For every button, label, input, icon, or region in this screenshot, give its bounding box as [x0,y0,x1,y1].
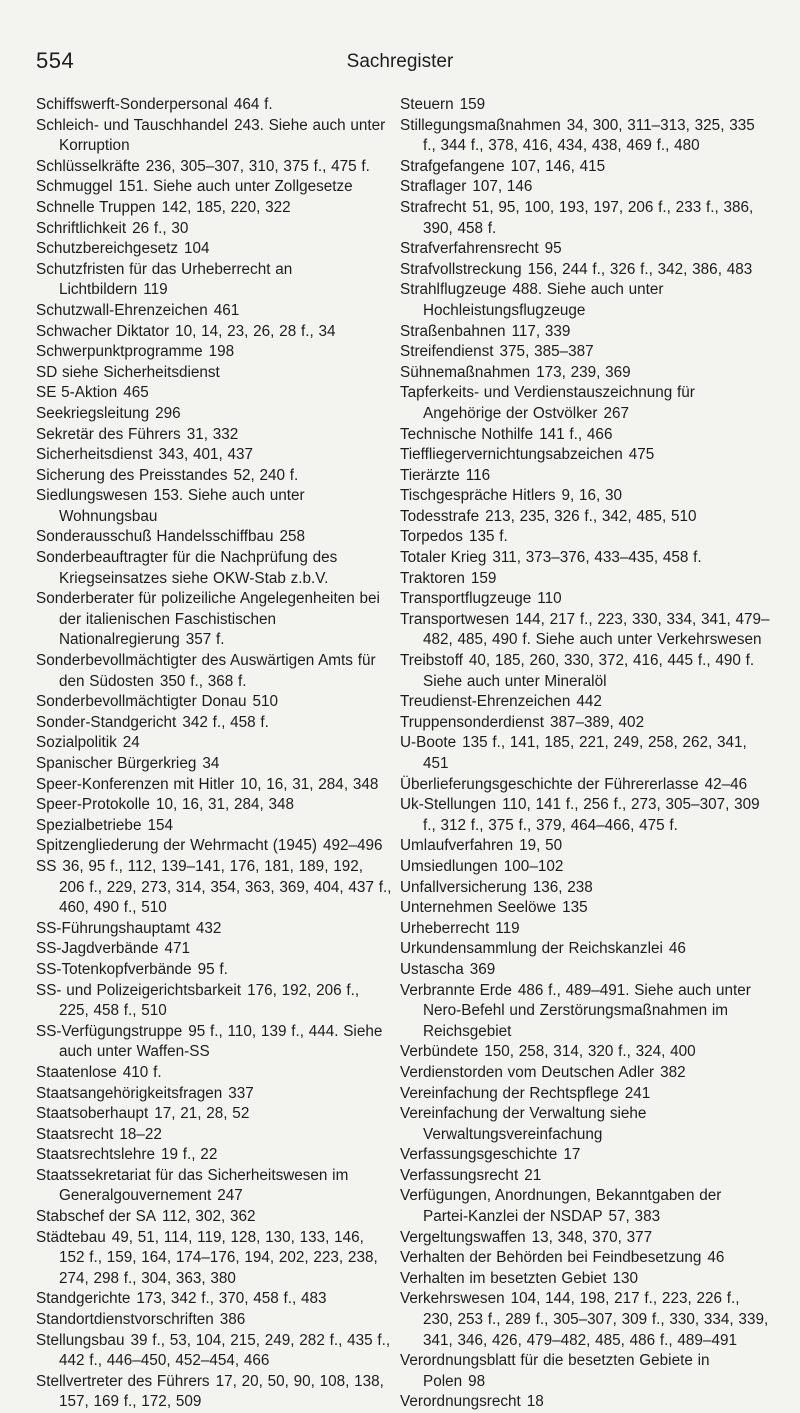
index-term: Siedlungswesen [36,487,148,505]
index-page-refs: 156, 244 f., 326 f., 342, 386, 483 [527,260,753,278]
index-term: Strafvollstreckung [400,260,522,278]
index-page-refs: 19 f., 22 [161,1146,218,1164]
index-entry [400,486,770,507]
index-term: Vereinfachung der Rechtspflege [400,1084,619,1102]
index-page-refs: 95 [544,240,562,258]
index-entry [400,1166,770,1187]
index-page-refs: 18–22 [119,1125,162,1143]
index-page-refs: 10, 16, 31, 284, 348 [240,775,379,793]
index-entry [36,1022,392,1063]
index-page-refs: 119 [495,919,520,937]
index-term: Staatssekretariat für das Sicherheitswesen im Generalgouvernement [36,1166,349,1205]
index-term: Überlieferungsgeschichte der Führererlasse [400,775,699,793]
index-page-refs: 135 f. [468,528,508,546]
index-page-refs: 9, 16, 30 [561,487,623,505]
index-page-refs: 104 [184,240,210,258]
index-page-refs: 10, 14, 23, 26, 28 f., 34 [175,322,336,340]
index-entry [36,589,392,651]
index-entry [400,548,770,569]
index-page-refs: 34 [202,755,220,772]
index-term: Transportflugzeuge [400,590,532,608]
index-term: Verhalten im besetzten Gebiet [400,1269,607,1287]
index-term: Staatsoberhaupt [36,1105,149,1123]
index-page-refs: 357 f. [185,631,225,649]
index-page-refs: 36, 95 f., 112, 139–141, 176, 181, 189, 192, 206 f., 229, 273, 314, 354, 363, 369, 404, 437 f., 460, 490 f., 510 [59,857,392,917]
index-term: Schlüsselkräfte [36,157,140,175]
index-page-refs: 142, 185, 220, 322 [161,198,291,216]
index-entry [36,816,392,837]
index-term: Schwerpunktprogramme [36,343,203,361]
index-term: Städtebau [36,1228,106,1246]
index-page-refs: 173, 342 f., 370, 458 f., 483 [136,1290,327,1308]
index-term: Traktoren [400,569,465,587]
index-entry [36,548,392,589]
index-entry [400,342,770,363]
index-entry [400,322,770,343]
index-entry [36,1207,392,1228]
index-entry [36,1228,392,1290]
index-page-refs: 432 [195,919,222,937]
index-page-refs: 510 [252,693,279,711]
index-term: Sonderbevollmächtigter des Auswärtigen Amts für den Südosten [36,652,376,690]
index-entry [400,260,770,281]
index-page-refs: 17 [563,1146,581,1164]
index-page-refs: 34, 300, 311–313, 325, 335 f., 344 f., 378, 416, 434, 438, 469 f., 480 [423,116,755,155]
index-entry [36,919,392,940]
index-page-refs: 42–46 [704,775,748,793]
index-page-refs: 486 f., 489–491. Siehe auch unter Nero-Befehl und Zerstörungsmaßnahmen im Reichsgebiet [423,981,751,1040]
index-page-refs: 461 [213,301,240,319]
index-page-refs: 342 f., 458 f. [182,713,269,731]
index-term: Spezialbetriebe [36,816,142,834]
index-entry [36,836,392,857]
index-entry [36,1063,392,1084]
index-entry [36,1372,392,1413]
index-term: Schnelle Truppen [36,198,156,216]
index-entry [400,363,770,384]
index-page-refs: 213, 235, 326 f., 342, 485, 510 [485,507,697,525]
index-term: Streifendienst [400,343,494,361]
index-page-refs: 19, 50 [519,837,563,855]
index-entry [400,981,770,1043]
index-entry [400,527,770,548]
index-term: Sühnemaßnahmen [400,363,531,381]
index-entry [400,507,770,528]
index-entry [36,713,392,734]
index-term: Sonder-Standgericht [36,713,177,731]
index-page-refs: 52, 240 f. [233,466,299,484]
index-entry [400,1392,770,1413]
index-term: SS-Totenkopfverbände [36,960,192,978]
index-page-refs: 337 [228,1084,254,1102]
index-page-refs: 198 [208,343,235,361]
index-page-refs: 95 f., 110, 139 f., 444. Siehe auch unter Waffen-SS [59,1022,383,1061]
index-term: Unternehmen Seelöwe [400,899,557,917]
index-entry [36,1331,392,1372]
index-term: Sicherung des Preisstandes [36,466,228,484]
index-page-refs: 464 f. [233,96,273,113]
index-term: Treudienst-Ehrenzeichen [400,693,571,711]
index-entry [36,754,392,775]
index-page-refs: 150, 258, 314, 320 f., 324, 400 [484,1043,696,1061]
index-page-refs: 24 [122,734,140,752]
index-term: SS-Verfügungstruppe [36,1022,183,1040]
index-term: Verkehrswesen [400,1290,505,1308]
index-entry [400,589,770,610]
index-term: Stellungsbau [36,1331,125,1349]
index-page-refs: 375, 385–387 [499,343,594,361]
index-page-refs: 117, 339 [511,322,571,340]
index-term: Transportwesen [400,610,510,628]
index-term: Tischgespräche Hitlers [400,487,556,505]
index-term: Truppensonderdienst [400,713,544,731]
index-page-refs: 112, 302, 362 [162,1208,256,1226]
index-entry [400,425,770,446]
index-entry [36,198,392,219]
index-page-refs: 154 [147,816,173,834]
index-entry [400,1351,770,1392]
index-page-refs: 488. Siehe auch unter Hochleistungsflugzeuge [423,281,664,319]
index-page-refs: 17, 20, 50, 90, 108, 138, 157, 169 f., 172, 509 [59,1372,384,1411]
index-term: Seekriegsleitung [36,404,150,422]
index-page-refs: 471 [164,940,190,958]
index-entry [36,342,392,363]
index-term: SE 5-Aktion [36,384,118,402]
index-term: Uk-Stellungen [400,796,497,814]
index-term: SS-Führungshauptamt [36,919,190,937]
index-term: Vereinfachung der Verwaltung siehe Verwaltungsvereinfachung [400,1105,647,1143]
index-page-refs: 410 f. [122,1063,162,1081]
index-entry [400,795,770,836]
index-term: Vergeltungswaffen [400,1228,526,1246]
index-entry [36,95,392,116]
index-page-refs: 110, 141 f., 256 f., 273, 305–307, 309 f., 312 f., 375 f., 379, 464–466, 475 f. [423,796,760,834]
index-column-right [400,95,770,1413]
index-term: Umlaufverfahren [400,837,514,855]
index-term: Sozialpolitik [36,734,117,752]
index-page-refs: 21 [524,1166,542,1184]
index-term: Strafgefangene [400,157,505,175]
index-term: Tierärzte [400,466,460,484]
index-page-refs: 135 [562,899,588,917]
index-page-refs: 492–496 [322,837,383,855]
index-entry [400,692,770,713]
index-page-refs: 387–389, 402 [550,713,645,731]
index-page-refs: 116 [465,466,491,484]
index-page-refs: 57, 383 [608,1208,661,1226]
index-entry [36,466,392,487]
index-page-refs: 107, 146, 415 [510,157,606,175]
index-entry [400,383,770,424]
index-entry [400,1063,770,1084]
index-entry [36,445,392,466]
index-term: Standgerichte [36,1290,131,1308]
index-page-refs: 141 f., 466 [539,425,613,443]
index-page-refs: 107, 146 [472,178,533,196]
index-entry [400,878,770,899]
index-entry [36,322,392,343]
index-entry [400,610,770,651]
index-term: Totaler Krieg [400,549,487,567]
index-entry [36,1310,392,1331]
index-page-refs: 26 f., 30 [132,219,189,237]
index-entry [36,116,392,157]
index-page-refs: 49, 51, 114, 119, 128, 130, 133, 146, 152 f., 159, 164, 174–176, 194, 202, 223, 238, 274, 298 f., 304, 363, 380 [59,1228,378,1287]
index-entry [36,301,392,322]
index-term: SD siehe Sicherheitsdienst [36,363,220,381]
index-entry [36,775,392,796]
index-page-refs: 100–102 [503,857,564,875]
index-entry [400,177,770,198]
index-entry [400,445,770,466]
index-page-refs: 465 [123,384,149,402]
index-page-refs: 173, 239, 369 [536,363,631,381]
index-term: Sonderbevollmächtigter Donau [36,693,247,711]
index-term: Sonderausschuß Handelsschiffbau [36,528,274,546]
index-entry [400,157,770,178]
index-page-refs: 258 [279,528,305,546]
index-entry [400,651,770,692]
index-term: Urheberrecht [400,919,490,937]
index-term: Staatsrecht [36,1125,114,1143]
index-term: Umsiedlungen [400,857,498,875]
index-term: Verfügungen, Anordnungen, Bekanntgaben der Partei-Kanzlei der NSDAP [400,1187,722,1226]
index-term: Verordnungsrecht [400,1393,521,1411]
index-page-refs: 51, 95, 100, 193, 197, 206 f., 233 f., 386, 390, 458 f. [423,198,754,237]
index-entry [400,857,770,878]
index-term: Schutzwall-Ehrenzeichen [36,301,208,319]
index-page-refs: 343, 401, 437 [158,446,254,464]
index-entry [36,239,392,260]
index-term: Schiffswerft-Sonderpersonal [36,96,228,113]
index-entry [400,280,770,321]
index-entry [400,569,770,590]
index-term: Staatsrechtslehre [36,1146,156,1164]
index-entry [36,404,392,425]
index-term: SS-Jagdverbände [36,940,159,958]
index-entry [400,95,770,116]
index-term: Verbrannte Erde [400,981,512,999]
index-page-refs: 311, 373–376, 433–435, 458 f. [492,549,702,567]
index-entry [400,1289,770,1351]
index-entry [36,157,392,178]
page-number: 554 [36,48,75,73]
index-entry [36,1084,392,1105]
index-term: Steuern [400,96,454,113]
index-term: Staatenlose [36,1063,117,1081]
index-term: SS- und Polizeigerichtsbarkeit [36,981,242,999]
index-page-refs: 159 [470,569,497,587]
index-term: Schriftlichkeit [36,219,127,237]
index-entry [36,1104,392,1125]
index-term: Torpedos [400,528,463,546]
index-page-refs: 39 f., 53, 104, 215, 249, 282 f., 435 f., 442 f., 446–450, 452–454, 466 [59,1331,391,1370]
index-term: Schwacher Diktator [36,322,170,340]
index-page-refs: 110 [537,590,562,608]
index-term: Schutzfristen für das Urheberrecht an Lichtbildern [36,260,293,299]
index-entry [36,486,392,527]
index-entry [36,527,392,548]
index-term: SS [36,857,57,875]
index-term: Urkundensammlung der Reichskanzlei [400,940,663,958]
index-page-refs: 442 [576,693,602,711]
index-page-refs: 236, 305–307, 310, 375 f., 475 f. [145,157,370,175]
index-entry [36,383,392,404]
index-term: Spanischer Bürgerkrieg [36,755,197,772]
index-page-refs: 136, 238 [532,878,593,896]
index-entry [400,836,770,857]
index-page-refs: 144, 217 f., 223, 330, 334, 341, 479–482, 485, 490 f. Siehe auch unter Verkehrswesen [423,610,770,649]
index-entry [36,1125,392,1146]
index-term: Ustascha [400,960,464,978]
index-page-refs: 104, 144, 198, 217 f., 223, 226 f., 230, 253 f., 289 f., 305–307, 309 f., 330, 334, 339, 341, 346, 426, 479–482, 485, 486 f., 489–491 [423,1290,769,1349]
index-term: Verdienstorden vom Deutschen Adler [400,1063,655,1081]
index-term: Sonderbeauftragter für die Nachprüfung des Kriegseinsatzes siehe OKW-Stab z.b.V. [36,549,338,587]
index-term: Standortdienstvorschriften [36,1311,214,1329]
index-page-refs: 31, 332 [186,425,239,443]
index-page-refs: 40, 185, 260, 330, 372, 416, 445 f., 490 f. Siehe auch unter Mineralöl [423,652,755,690]
index-page-refs: 386 [219,1311,246,1329]
index-term: Stellvertreter des Führers [36,1372,210,1390]
index-term: Tieffliegervernichtungsabzeichen [400,446,623,464]
index-entry [400,733,770,774]
index-entry [400,775,770,796]
index-term: Verordnungsblatt für die besetzten Gebiete in Polen [400,1352,710,1390]
index-entry [36,939,392,960]
index-entry [400,239,770,260]
index-entry [400,116,770,157]
index-entry [36,981,392,1022]
index-entry [36,692,392,713]
index-entry [36,795,392,816]
index-entry [400,919,770,940]
index-term: Sekretär des Führers [36,425,181,443]
index-column-left [36,95,392,1413]
index-page-refs: 369 [469,960,496,978]
index-term: Verfassungsrecht [400,1166,519,1184]
index-page-refs: 243. Siehe auch unter Korruption [59,116,386,155]
index-entry [36,733,392,754]
index-page-refs: 18 [526,1393,544,1411]
index-entry [400,960,770,981]
index-page-refs: 17, 21, 28, 52 [154,1105,250,1123]
index-term: Strafrecht [400,198,467,216]
index-entry [400,1042,770,1063]
index-page-refs: 153. Siehe auch unter Wohnungsbau [59,487,305,525]
index-page-refs: 267 [603,404,629,422]
index-entry [36,857,392,919]
index-page-refs: 95 f. [197,960,228,978]
index-entry [400,713,770,734]
index-term: Stabschef der SA [36,1208,157,1226]
index-entry [36,425,392,446]
index-entry [400,198,770,239]
index-term: Speer-Konferenzen mit Hitler [36,775,235,793]
index-page-refs: 296 [155,404,181,422]
index-term: Strafverfahrensrecht [400,240,539,258]
index-term: U-Boote [400,734,457,752]
index-entry [400,1248,770,1269]
index-entry [36,651,392,692]
index-term: Straßenbahnen [400,322,506,340]
index-page-refs: 151. Siehe auch unter Zollgesetze [118,178,353,196]
index-entry [400,1104,770,1145]
index-page-refs: 119 [143,281,168,299]
index-term: Strahlflugzeuge [400,281,507,299]
index-term: Straflager [400,178,467,196]
index-entry [400,1186,770,1227]
index-entry [36,177,392,198]
index-term: Sonderberater für polizeiliche Angelegenheiten bei der italienischen Faschistischen Nationalregierung [36,590,380,649]
index-entry [400,1269,770,1290]
index-term: Verfassungsgeschichte [400,1146,558,1164]
index-term: Spitzengliederung der Wehrmacht (1945) [36,837,317,855]
index-page-refs: 130 [612,1269,638,1287]
index-entry [36,260,392,301]
index-entry [36,363,392,384]
index-entry [36,960,392,981]
index-page-refs: 10, 16, 31, 284, 348 [155,796,295,814]
index-entry [400,466,770,487]
index-page-refs: 46 [668,940,686,958]
index-page-refs: 98 [468,1372,486,1390]
index-term: Schmuggel [36,178,113,196]
index-term: Stillegungsmaßnahmen [400,116,561,134]
index-entry [36,1145,392,1166]
index-page-refs: 159 [459,96,486,113]
index-term: Verbündete [400,1043,479,1061]
index-entry [36,219,392,240]
index-page-refs: 13, 348, 370, 377 [531,1228,653,1246]
index-term: Technische Nothilfe [400,425,534,443]
index-page-refs: 135 f., 141, 185, 221, 249, 258, 262, 341, 451 [423,734,747,772]
index-term: Verhalten der Behörden bei Feindbesetzung [400,1249,702,1267]
index-page-refs: 475 [628,446,655,464]
index-entry [400,939,770,960]
index-term: Unfallversicherung [400,878,527,896]
index-entry [400,1084,770,1105]
index-entry [400,1228,770,1249]
index-term: Staatsangehörigkeitsfragen [36,1084,223,1102]
index-page-refs: 241 [624,1084,651,1102]
index-entry [400,1145,770,1166]
index-entry [36,1166,392,1207]
index-page-refs: 176, 192, 206 f., 225, 458 f., 510 [59,981,360,1020]
index-entry [400,898,770,919]
page-title: Sachregister [346,51,454,72]
index-page-refs: 350 f., 368 f. [159,672,247,690]
index-term: Tapferkeits- und Verdienstauszeichnung für Angehörige der Ostvölker [400,384,695,422]
index-page-refs: 382 [660,1063,686,1081]
index-entry [36,1289,392,1310]
index-term: Schleich- und Tauschhandel [36,116,229,134]
index-term: Speer-Protokolle [36,796,150,814]
index-term: Todesstrafe [400,507,480,525]
index-term: Schutzbereichgesetz [36,240,179,258]
index-page-refs: 247 [217,1187,243,1205]
index-term: Sicherheitsdienst [36,446,153,464]
index-term: Treibstoff [400,652,463,670]
index-page-refs: 46 [707,1249,725,1267]
